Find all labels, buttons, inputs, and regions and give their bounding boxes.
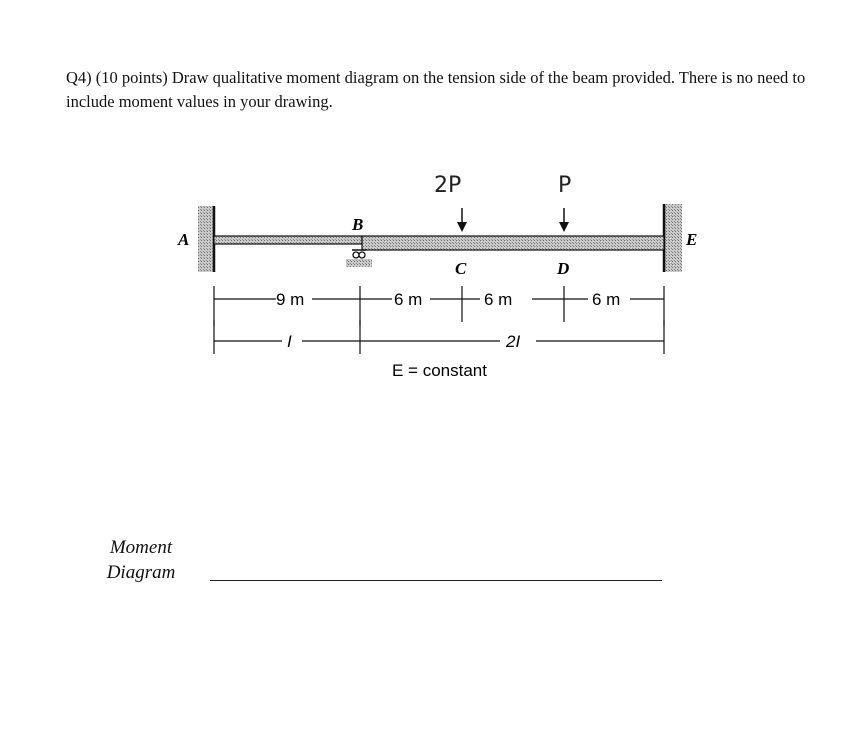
load-2p-arrow [457,208,467,232]
dim-de: 6 m [592,290,621,309]
moment-label-line1: Moment [109,537,173,558]
inertia-ab: I [287,332,292,351]
inertia-be: 2I [506,332,521,351]
moment-diagram-label [96,535,186,585]
dimension-inertia [214,320,664,354]
beam-segment-ab [214,236,362,244]
label-b: B [352,215,364,234]
dim-bc: 6 m [394,290,423,309]
load-p-label: P [558,173,572,198]
answer-line[interactable] [210,580,662,581]
load-p-arrow [559,208,569,232]
moment-label-line2: Diagram [106,562,176,583]
fixed-support-e [664,204,682,272]
beam-segment-be [362,236,664,250]
question-text: Q4) (10 points) Draw qualitative moment diagram on the tension side of the beam provided. There is no need to include moment values in your drawing. [66,68,806,111]
label-c: C [455,259,467,278]
roller-support-b [346,250,372,267]
dim-ab: 9 m [276,290,305,309]
label-d: D [557,259,570,278]
fixed-support-a [198,206,214,272]
dim-cd: 6 m [484,290,513,309]
material-note: E = constant [392,361,487,380]
label-e: E [686,230,698,249]
load-2p-label: 2P [434,173,462,198]
label-a: A [178,230,190,249]
